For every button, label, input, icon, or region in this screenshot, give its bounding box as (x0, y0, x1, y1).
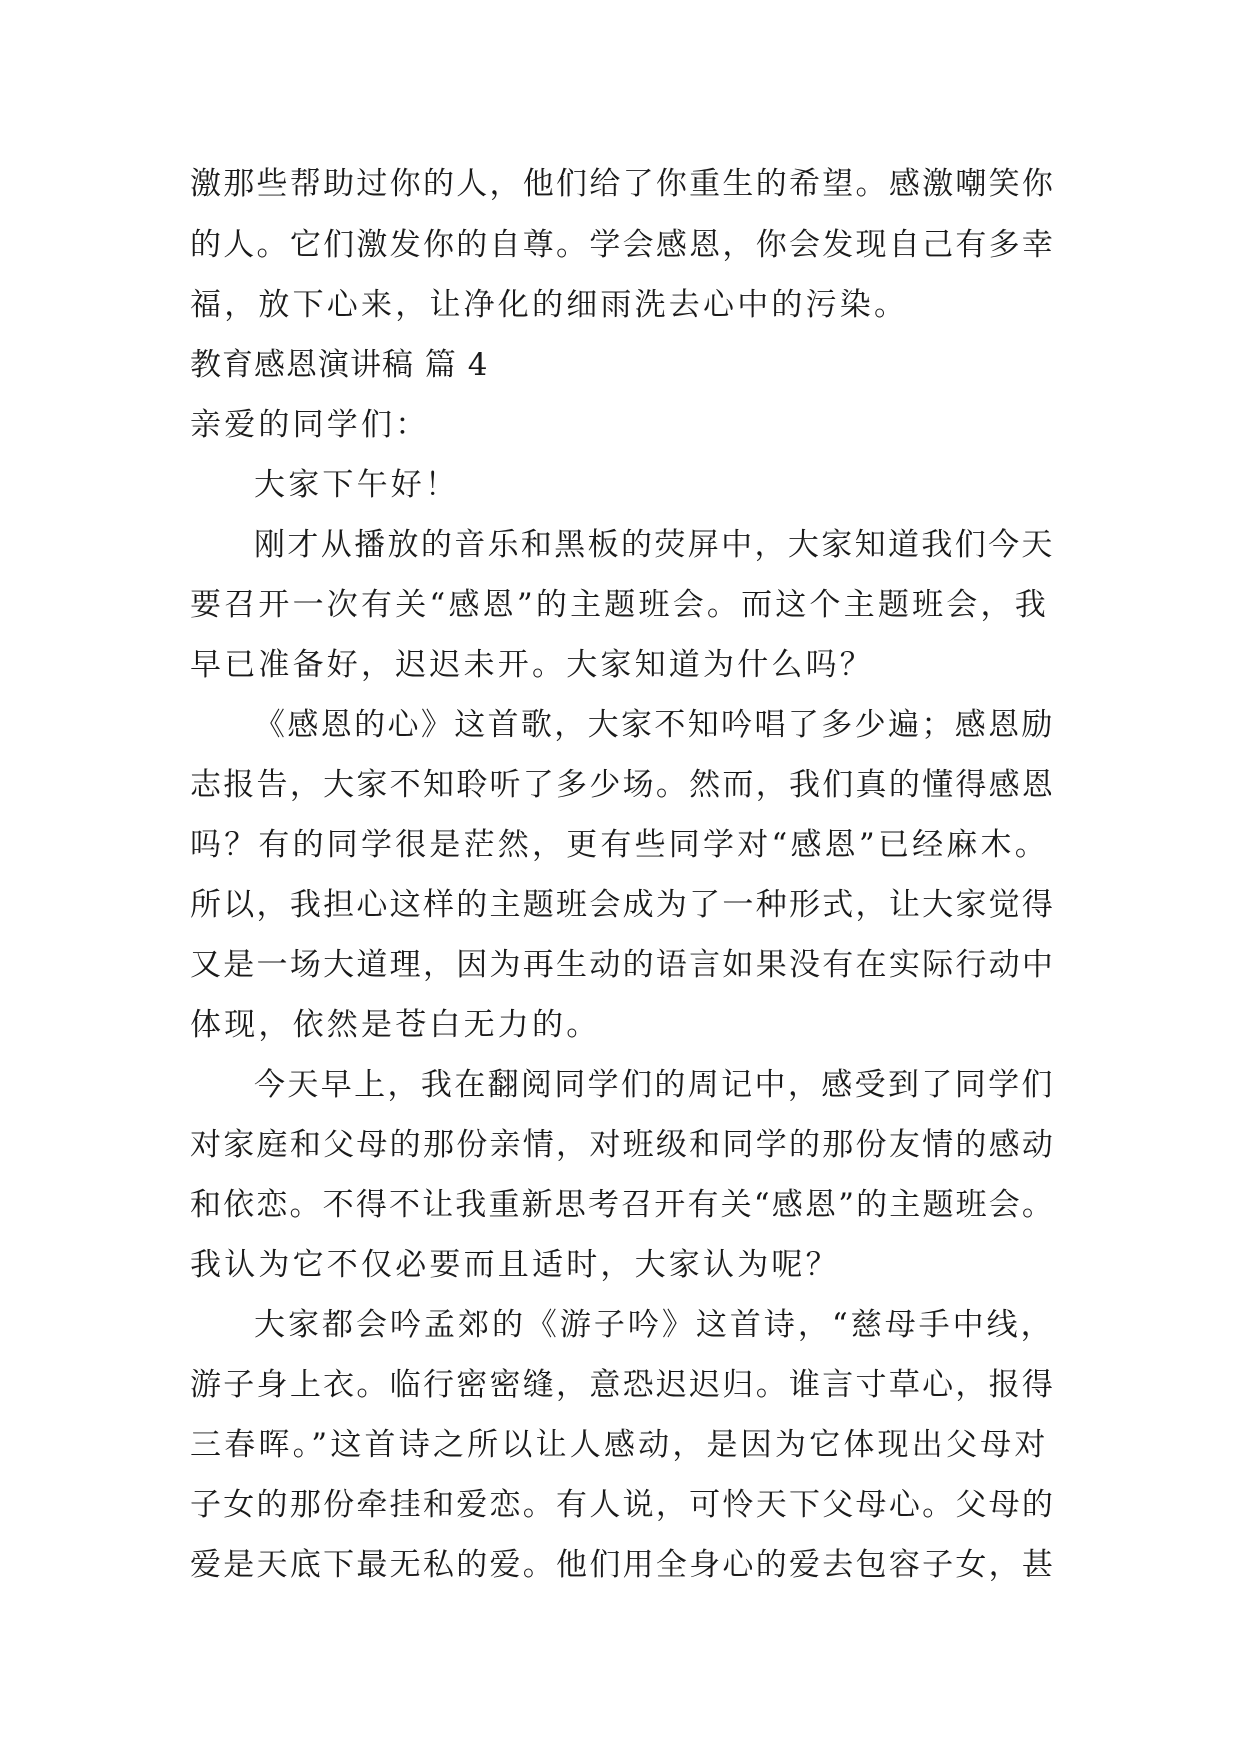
text-line: 《感恩的心》这首歌，大家不知吟唱了多少遍；感恩励 (254, 707, 1055, 743)
text-line: 游子身上衣。临行密密缝，意恐迟迟归。谁言寸草心，报得 (190, 1367, 1056, 1403)
text-line: 刚才从播放的音乐和黑板的荧屏中，大家知道我们今天 (254, 527, 1055, 563)
text-line: 今天早上，我在翻阅同学们的周记中，感受到了同学们 (254, 1067, 1055, 1103)
text-line: 的人。它们激发你的自尊。学会感恩，你会发现自己有多幸 (190, 227, 1056, 263)
text-line: 志报告，大家不知聆听了多少场。然而，我们真的懂得感恩 (190, 767, 1056, 803)
section-heading: 教育感恩演讲稿 篇 4 (190, 347, 489, 383)
salutation: 亲爱的同学们： (190, 407, 430, 443)
text-line: 大家都会吟孟郊的《游子吟》这首诗，“慈母手中线， (254, 1307, 1055, 1343)
text-line: 要召开一次有关“感恩”的主题班会。而这个主题班会，我 (190, 587, 1049, 623)
text-line: 对家庭和父母的那份亲情，对班级和同学的那份友情的感动 (190, 1127, 1056, 1163)
text-line: 早已准备好，迟迟未开。大家知道为什么吗？ (190, 647, 874, 683)
text-line: 体现，依然是苍白无力的。 (190, 1007, 601, 1043)
text-line: 福，放下心来，让净化的细雨洗去心中的污染。 (190, 287, 909, 323)
text-line: 激那些帮助过你的人，他们给了你重生的希望。感激嘲笑你 (190, 166, 1056, 202)
text-line: 爱是天底下最无私的爱。他们用全身心的爱去包容子女，甚 (190, 1547, 1056, 1583)
text-line: 所以，我担心这样的主题班会成为了一种形式，让大家觉得 (190, 887, 1056, 923)
greeting: 大家下午好！ (254, 467, 460, 503)
text-line: 和依恋。不得不让我重新思考召开有关“感恩”的主题班会。 (190, 1187, 1056, 1223)
text-line: 又是一场大道理，因为再生动的语言如果没有在实际行动中 (190, 947, 1056, 983)
text-line: 三春晖。”这首诗之所以让人感动，是因为它体现出父母对 (190, 1427, 1049, 1463)
text-line: 子女的那份牵挂和爱恋。有人说，可怜天下父母心。父母的 (190, 1487, 1056, 1523)
text-line: 我认为它不仅必要而且适时，大家认为呢？ (190, 1247, 840, 1283)
text-line: 吗？有的同学很是茫然，更有些同学对“感恩”已经麻木。 (190, 827, 1049, 863)
